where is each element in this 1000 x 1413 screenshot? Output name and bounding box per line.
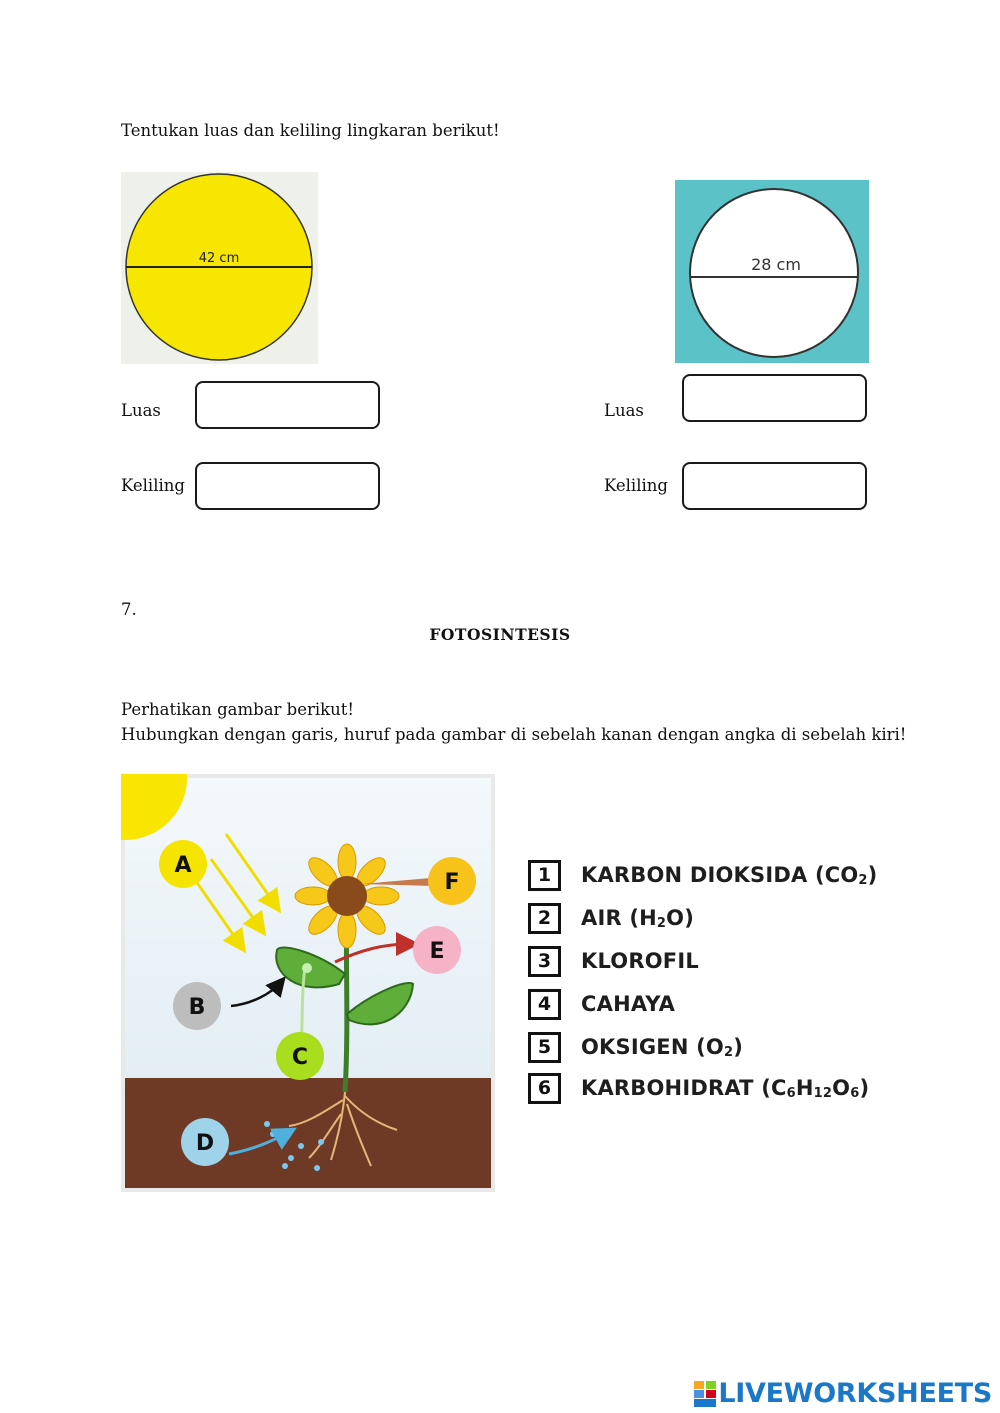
- brand-icon: [694, 1381, 716, 1407]
- keliling-label-left: Keliling: [121, 476, 185, 495]
- circle-figure-left: [121, 172, 318, 364]
- legend-item-5[interactable]: [528, 1029, 743, 1065]
- legend-number-1: 1: [528, 860, 561, 891]
- luas-label-right: Luas: [604, 401, 644, 420]
- instruction-line-1: Perhatikan gambar berikut!: [121, 700, 355, 719]
- photosynthesis-diagram: [121, 774, 495, 1192]
- label-b: B: [188, 995, 206, 1020]
- label-f: F: [444, 870, 460, 895]
- label-e: E: [429, 939, 445, 964]
- diameter-label-right: 28 cm: [751, 255, 801, 274]
- instruction-circles: Tentukan luas dan keliling lingkaran berikut!: [121, 121, 500, 140]
- legend-label-5: OKSIGEN $(O_2)$: [581, 1034, 744, 1060]
- legend-item-2[interactable]: [528, 900, 694, 936]
- legend-number-3: 3: [528, 946, 561, 977]
- legend-number-4: 4: [528, 989, 561, 1020]
- legend-number-5: 5: [528, 1032, 561, 1063]
- luas-input-right[interactable]: [682, 374, 867, 422]
- legend-label-1: KARBON DIOKSIDA $(CO_2)$: [581, 862, 878, 888]
- keliling-input-left[interactable]: [195, 462, 380, 510]
- instruction-line-2: Hubungkan dengan garis, huruf pada gambar di sebelah kanan dengan angka di sebelah kiri!: [121, 725, 907, 744]
- circle-figure-right: [675, 180, 869, 363]
- label-c: C: [291, 1045, 309, 1070]
- question-number: 7.: [121, 600, 137, 619]
- legend-item-3[interactable]: [528, 943, 699, 979]
- legend-item-1[interactable]: [528, 857, 877, 893]
- luas-label-left: Luas: [121, 401, 161, 420]
- legend-item-6[interactable]: [528, 1070, 869, 1106]
- legend-number-6: 6: [528, 1073, 561, 1104]
- section-title: FOTOSINTESIS: [429, 625, 571, 644]
- brand-name: LIVEWORKSHEETS: [718, 1378, 992, 1409]
- legend-item-4[interactable]: [528, 986, 675, 1022]
- legend-label-3: KLOROFIL: [581, 949, 699, 973]
- label-a: A: [174, 853, 192, 878]
- legend-label-2: AIR $(H_2O)$: [581, 905, 695, 931]
- keliling-label-right: Keliling: [604, 476, 668, 495]
- legend-label-4: CAHAYA: [581, 992, 676, 1016]
- legend-number-2: 2: [528, 903, 561, 934]
- brand-logo: [694, 1378, 992, 1409]
- legend-label-6: KARBOHIDRAT $(C_6H_{12}O_6)$: [581, 1075, 870, 1101]
- keliling-input-right[interactable]: [682, 462, 867, 510]
- luas-input-left[interactable]: [195, 381, 380, 429]
- diameter-label-left: 42 cm: [198, 251, 240, 266]
- label-d: D: [195, 1131, 215, 1156]
